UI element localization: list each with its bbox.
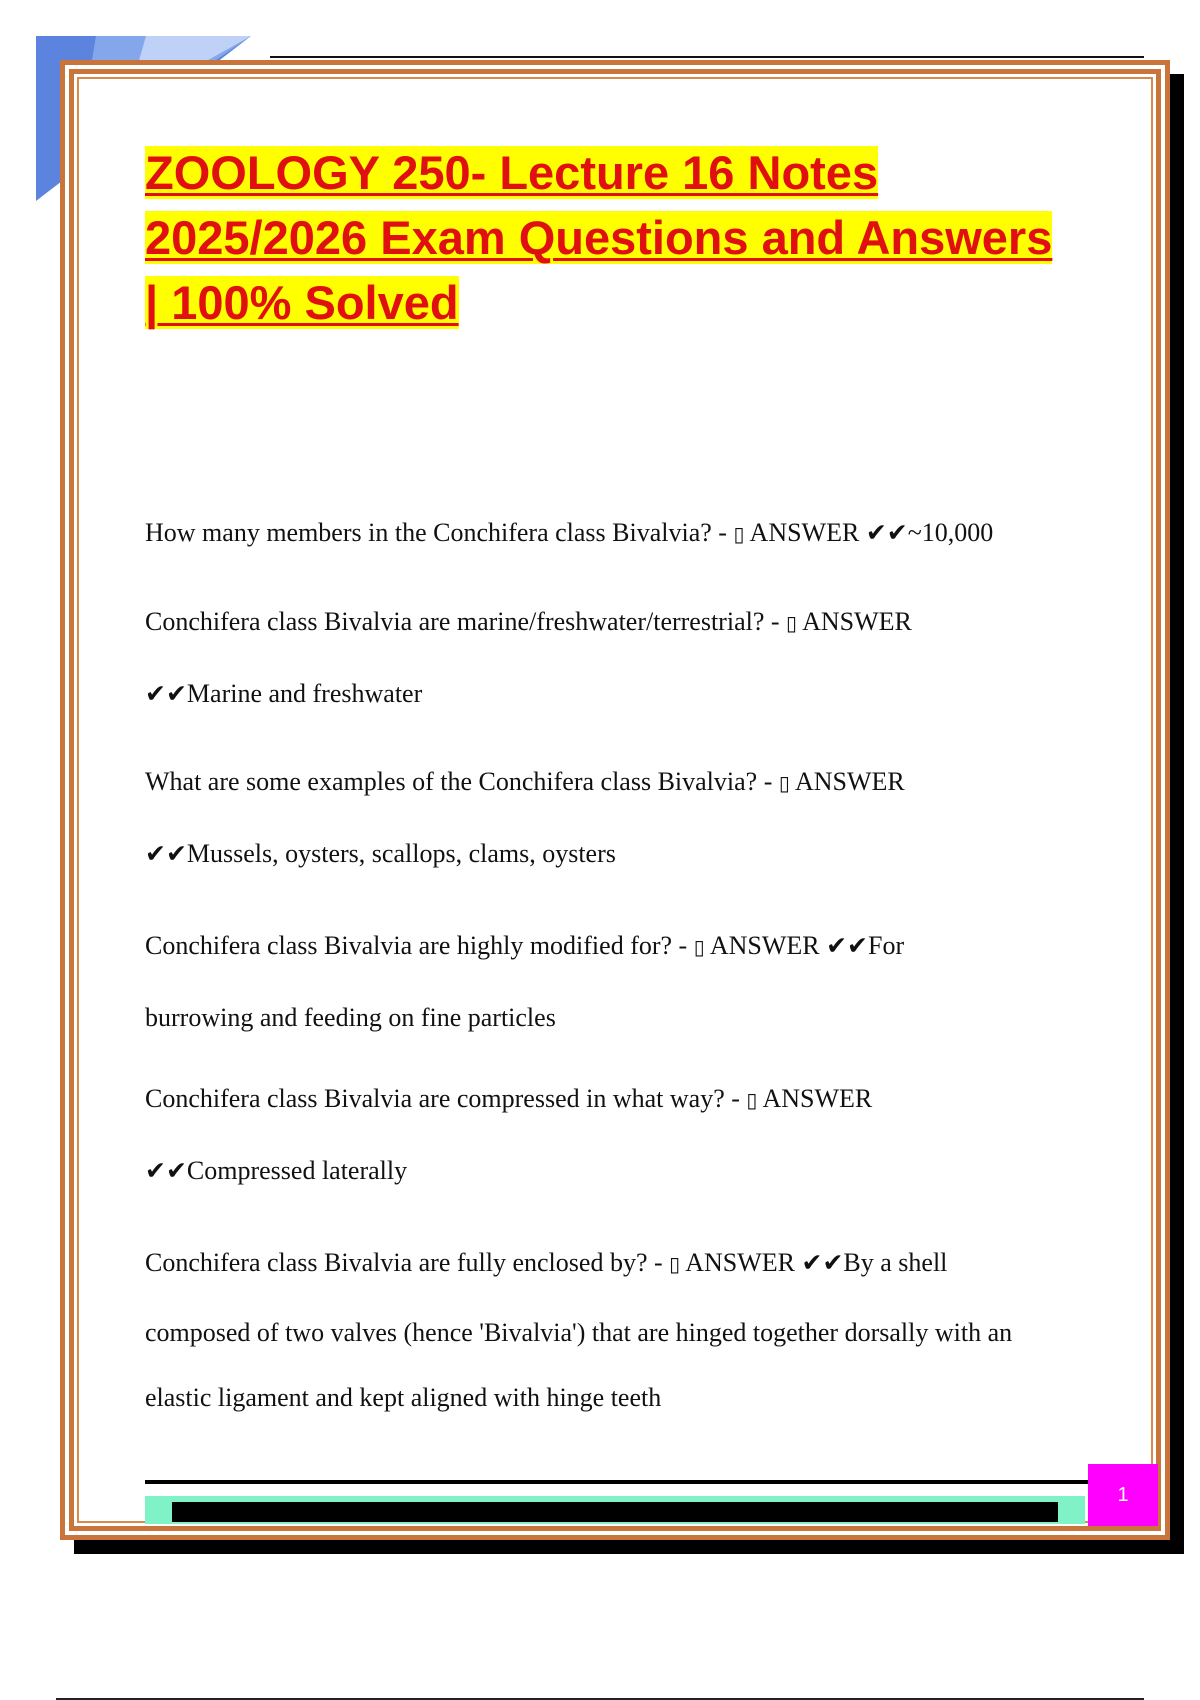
answer-text: Marine and freshwater [186,679,423,708]
double-check-icon: ✔✔ [826,931,868,960]
box-icon: ▯ [778,771,790,795]
answer-text: Compressed laterally [186,1156,408,1185]
question-text: Conchifera class Bivalvia are fully enclosed by? - [145,1248,663,1277]
footer-rule [145,1480,1089,1484]
qa-item-1 [145,518,1105,548]
qa-item-3 [145,767,1105,869]
qa-item-6 [145,1248,1105,1413]
page-number: 1 [1088,1464,1158,1526]
answer-label: ANSWER [749,518,860,547]
box-icon: ▯ [786,611,798,635]
title-line-3: | 100% Solved [145,276,459,329]
double-check-icon: ✔✔ [145,679,187,708]
answer-text-continued: burrowing and feeding on fine particles [145,1003,556,1032]
answer-text-continued: composed of two valves (hence 'Bivalvia') that are hinged together dorsally with an [145,1318,1013,1347]
top-rule [270,56,1144,58]
box-icon: ▯ [693,935,705,959]
document-title [145,140,1105,335]
title-line-1: ZOOLOGY 250- Lecture 16 Notes [145,146,879,199]
double-check-icon: ✔✔ [145,839,187,868]
box-icon: ▯ [669,1252,681,1276]
question-text: Conchifera class Bivalvia are compressed in what way? - [145,1084,740,1113]
qa-item-4 [145,931,1105,1033]
answer-text: Mussels, oysters, scallops, clams, oysters [186,839,616,868]
question-text: How many members in the Conchifera class Bivalvia? - [145,518,727,547]
answer-text: ~10,000 [907,518,994,547]
qa-item-5 [145,1084,1105,1186]
question-text: What are some examples of the Conchifera class Bivalvia? - [145,767,773,796]
answer-label: ANSWER [794,767,905,796]
double-check-icon: ✔✔ [865,518,908,547]
question-text: Conchifera class Bivalvia are marine/freshwater/terrestrial? - [145,607,780,636]
double-check-icon: ✔✔ [145,1156,187,1185]
answer-label: ANSWER [709,931,820,960]
double-check-icon: ✔✔ [801,1248,844,1277]
box-icon: ▯ [746,1088,758,1112]
answer-label: ANSWER [762,1084,873,1113]
title-line-2: 2025/2026 Exam Questions and Answers [145,211,1053,264]
answer-label: ANSWER [802,607,912,636]
answer-text: For [868,931,905,960]
footer-bar [172,1502,1058,1522]
answer-text: By a shell [843,1248,948,1277]
qa-item-2 [145,607,1105,709]
answer-text-continued: elastic ligament and kept aligned with hinge teeth [145,1383,662,1412]
question-text: Conchifera class Bivalvia are highly modified for? - [145,931,688,960]
answer-label: ANSWER [685,1248,796,1277]
box-icon: ▯ [733,522,745,546]
